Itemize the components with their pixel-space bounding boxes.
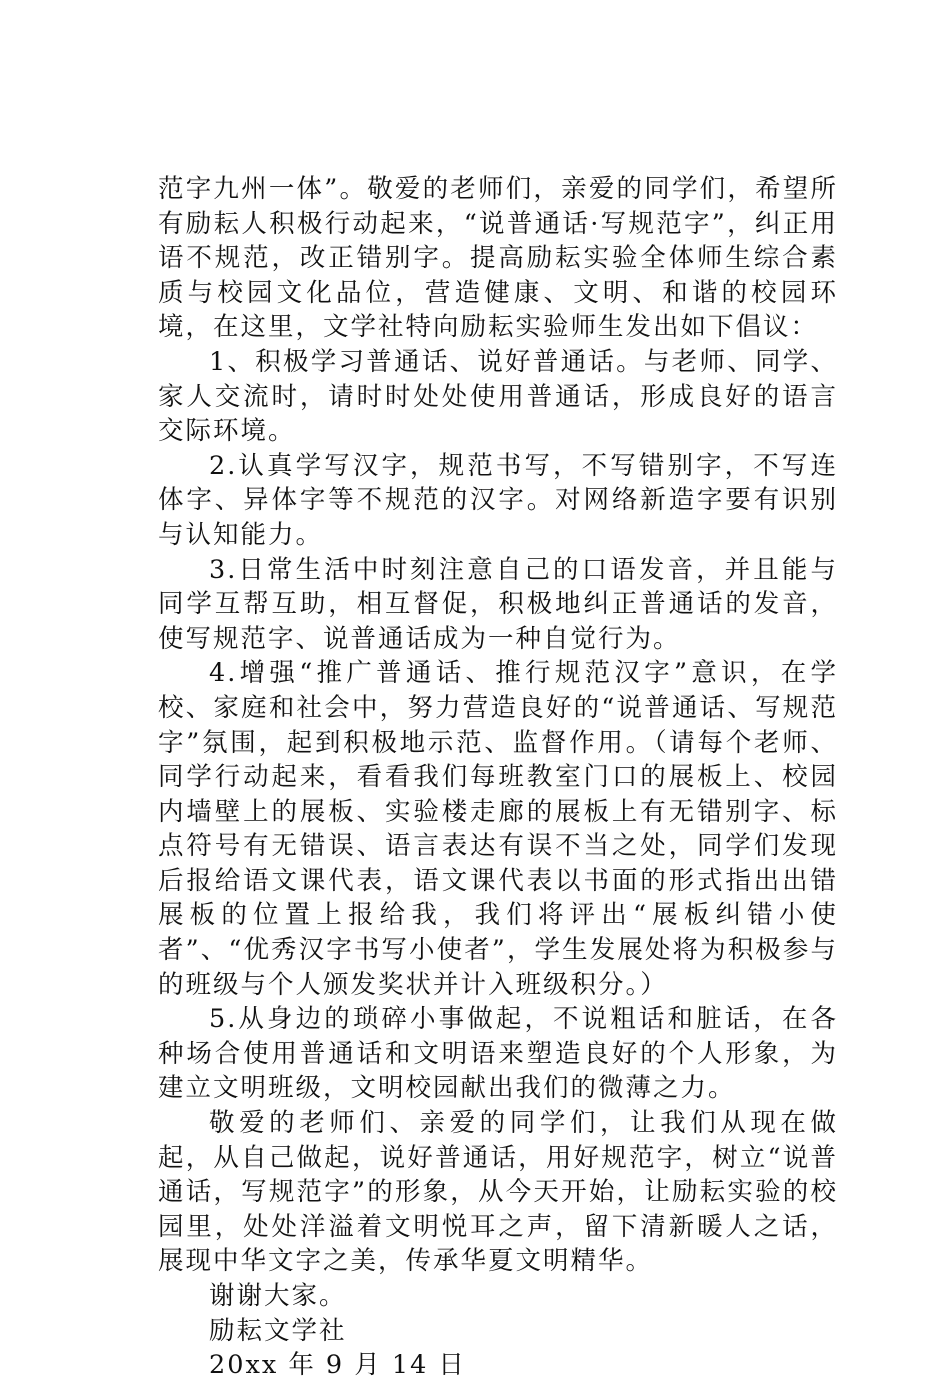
document-body bbox=[158, 172, 838, 1383]
paragraph-item-5: 5.从身边的琐碎小事做起，不说粗话和脏话，在各种场合使用普通话和文明语来塑造良好的个人形象，为建立文明班级，文明校园献出我们的微薄之力。 bbox=[158, 1004, 838, 1104]
paragraph-item-4: 4.增强“推广普通话、推行规范汉字”意识，在学校、家庭和社会中，努力营造良好的“说普通话、写规范字”氛围，起到积极地示范、监督作用。（请每个老师、同学行动起来，看看我们每班教室门口的展板上、校园内墙壁上的展板、实验楼走廊的展板上有无错别字、标点符号有无错误、语言表达有误不当之处，同学们发现后报给语文课代表，语文课代表以书面的形式指出出错展板的位置上报给我，我们将评出“展板纠错小使者”、“优秀汉字书写小使者”，学生发展处将为积极参与的班级与个人颁发奖状并计入班级积分。） bbox=[158, 658, 838, 1000]
paragraph-intro-continuation: 范字九州一体”。敬爱的老师们，亲爱的同学们，希望所有励耘人积极行动起来，“说普通话·写规范字”，纠正用语不规范，改正错别字。提高励耘实验全体师生综合素质与校园文化品位，营造健康、文明、和谐的校园环境，在这里，文学社特向励耘实验师生发出如下倡议： bbox=[158, 174, 838, 343]
paragraph-conclusion: 敬爱的老师们、亲爱的同学们，让我们从现在做起，从自己做起，说好普通话，用好规范字，树立“说普通话，写规范字”的形象，从今天开始，让励耘实验的校园里，处处洋溢着文明悦耳之声，留下清新暖人之话，展现中华文字之美，传承华夏文明精华。 bbox=[158, 1108, 838, 1277]
closing-thanks: 谢谢大家。 bbox=[209, 1281, 347, 1311]
date-line: 20xx 年 9 月 14 日 bbox=[209, 1350, 466, 1381]
signature: 励耘文学社 bbox=[209, 1315, 347, 1346]
paragraph-item-2: 2.认真学写汉字，规范书写，不写错别字，不写连体字、异体字等不规范的汉字。对网络新造字要有识别与认知能力。 bbox=[158, 450, 838, 550]
paragraph-item-3: 3.日常生活中时刻注意自己的口语发音，并且能与同学互帮互助，相互督促，积极地纠正普通话的发音，使写规范字、说普通话成为一种自觉行为。 bbox=[158, 554, 838, 654]
paragraph-item-1: 1、积极学习普通话、说好普通话。与老师、同学、家人交流时，请时时处处使用普通话，形成良好的语言交际环境。 bbox=[158, 346, 838, 447]
